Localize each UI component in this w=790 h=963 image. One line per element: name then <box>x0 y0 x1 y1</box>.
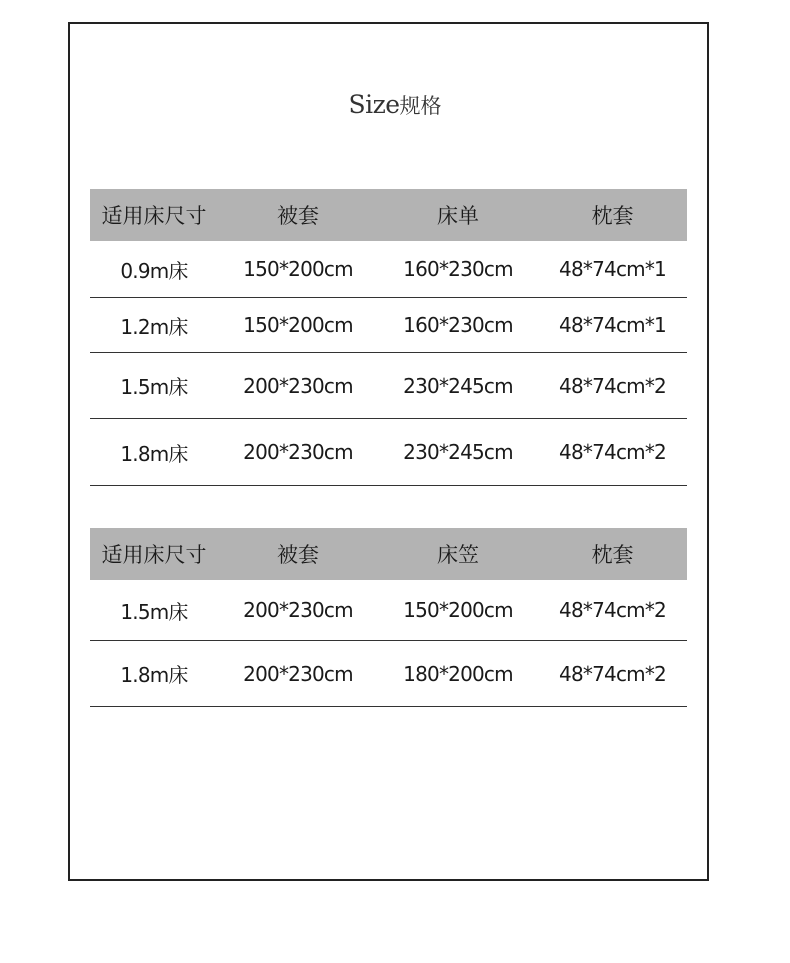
table-cell: 1.5m床 <box>120 599 188 624</box>
page-title <box>0 90 790 120</box>
table-cell: 200*230cm <box>243 598 353 622</box>
table-header-row <box>90 189 687 241</box>
table-row <box>90 298 687 353</box>
table-header-row <box>90 528 687 580</box>
table-cell: 150*200cm <box>243 313 353 337</box>
table-cell: 200*230cm <box>243 661 353 686</box>
table-cell: 200*230cm <box>243 373 353 398</box>
table-cell: 160*230cm <box>403 313 513 337</box>
table-row <box>90 580 687 641</box>
table-cell: 48*74cm*2 <box>559 598 666 622</box>
table-row <box>90 641 687 707</box>
header-cell: 枕套 <box>591 204 634 228</box>
table-cell: 1.8m床 <box>120 441 188 466</box>
table-cell: 0.9m床 <box>120 258 188 283</box>
table-row <box>90 353 687 419</box>
table-cell: 48*74cm*2 <box>559 661 666 686</box>
title-en: Size <box>348 90 400 119</box>
table-cell: 200*230cm <box>243 440 353 464</box>
table-cell: 230*245cm <box>403 440 513 464</box>
table-cell: 150*200cm <box>243 257 353 281</box>
table-cell: 230*245cm <box>403 373 513 398</box>
table-cell: 1.8m床 <box>120 663 188 687</box>
title-zh: 规格 <box>399 94 442 118</box>
table-cell: 1.2m床 <box>120 314 188 339</box>
header-cell: 床笠 <box>437 543 479 567</box>
table-cell: 48*74cm*2 <box>559 373 666 398</box>
table-cell: 150*200cm <box>403 598 513 622</box>
table-cell: 48*74cm*2 <box>559 440 666 464</box>
table-row <box>90 241 687 298</box>
header-cell: 床单 <box>437 204 479 228</box>
size-table-1 <box>90 189 687 486</box>
header-cell: 被套 <box>277 204 319 228</box>
header-cell: 枕套 <box>591 543 634 567</box>
table-row <box>90 419 687 486</box>
size-table-2 <box>90 528 687 707</box>
table-cell: 180*200cm <box>403 661 513 686</box>
header-cell: 适用床尺寸 <box>101 204 207 228</box>
header-cell: 适用床尺寸 <box>101 543 207 567</box>
header-cell: 被套 <box>277 543 319 567</box>
table-cell: 160*230cm <box>403 257 513 281</box>
table-cell: 48*74cm*1 <box>559 313 666 337</box>
table-cell: 48*74cm*1 <box>559 257 666 281</box>
table-cell: 1.5m床 <box>120 375 188 399</box>
